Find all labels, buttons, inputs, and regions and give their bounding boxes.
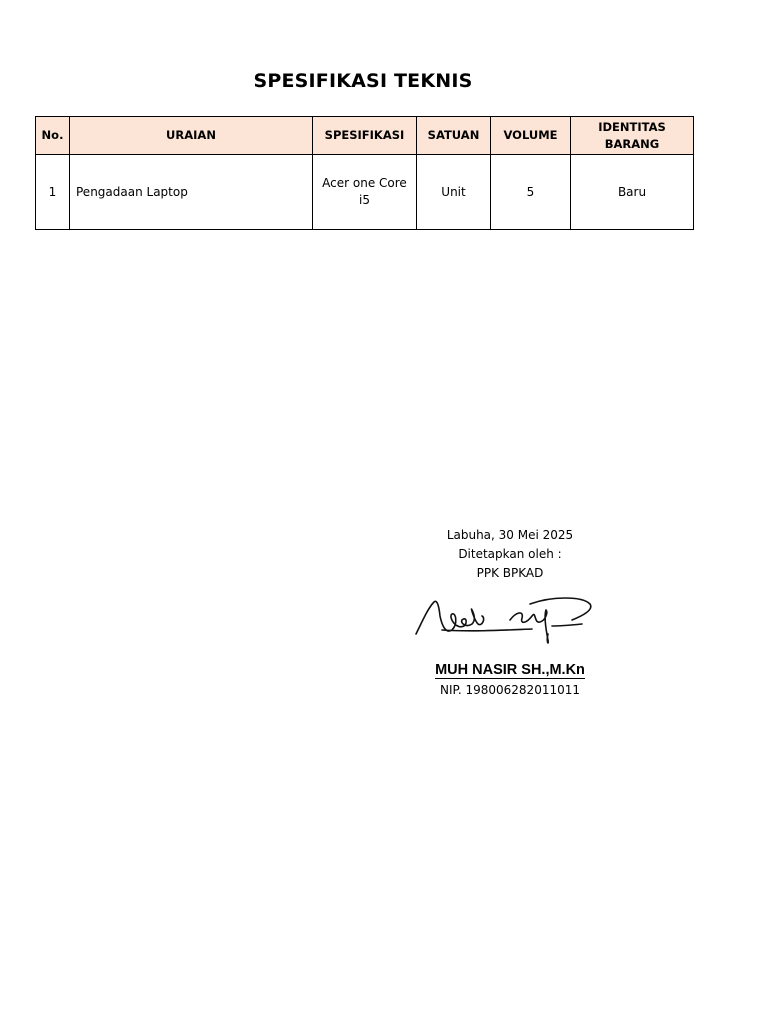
header-volume: VOLUME xyxy=(491,117,571,155)
cell-satuan: Unit xyxy=(417,155,491,230)
handwritten-signature xyxy=(412,590,597,652)
specification-table xyxy=(35,116,694,230)
cell-identitas: Baru xyxy=(571,155,694,230)
cell-spesifikasi-line1: Acer one Core xyxy=(322,176,407,190)
position-label: PPK BPKAD xyxy=(476,566,544,580)
header-spesifikasi: SPESIFIKASI xyxy=(313,117,417,155)
place-date: Labuha, 30 Mei 2025 xyxy=(446,528,574,542)
signer-name xyxy=(410,662,610,678)
header-uraian: URAIAN xyxy=(70,117,313,155)
cell-no: 1 xyxy=(36,155,70,230)
table-row xyxy=(36,155,694,230)
signer-nip: NIP. 198006282011011 xyxy=(439,683,581,697)
set-by-label: Ditetapkan oleh : xyxy=(458,547,562,561)
cell-spesifikasi-line2: i5 xyxy=(359,193,370,207)
cell-spesifikasi xyxy=(313,155,417,230)
cell-uraian: Pengadaan Laptop xyxy=(70,155,313,230)
header-no: No. xyxy=(36,117,70,155)
document-title: SPESIFIKASI TEKNIS xyxy=(253,70,473,92)
header-identitas-line2: BARANG xyxy=(604,136,660,151)
table-header-row xyxy=(36,117,694,155)
header-identitas-barang xyxy=(571,117,694,155)
signature-block xyxy=(410,526,610,583)
header-satuan: SATUAN xyxy=(417,117,491,155)
cell-volume: 5 xyxy=(491,155,571,230)
header-identitas-line1: IDENTITAS xyxy=(598,119,666,134)
signer-name-text: MUH NASIR SH.,M.Kn xyxy=(435,662,585,678)
